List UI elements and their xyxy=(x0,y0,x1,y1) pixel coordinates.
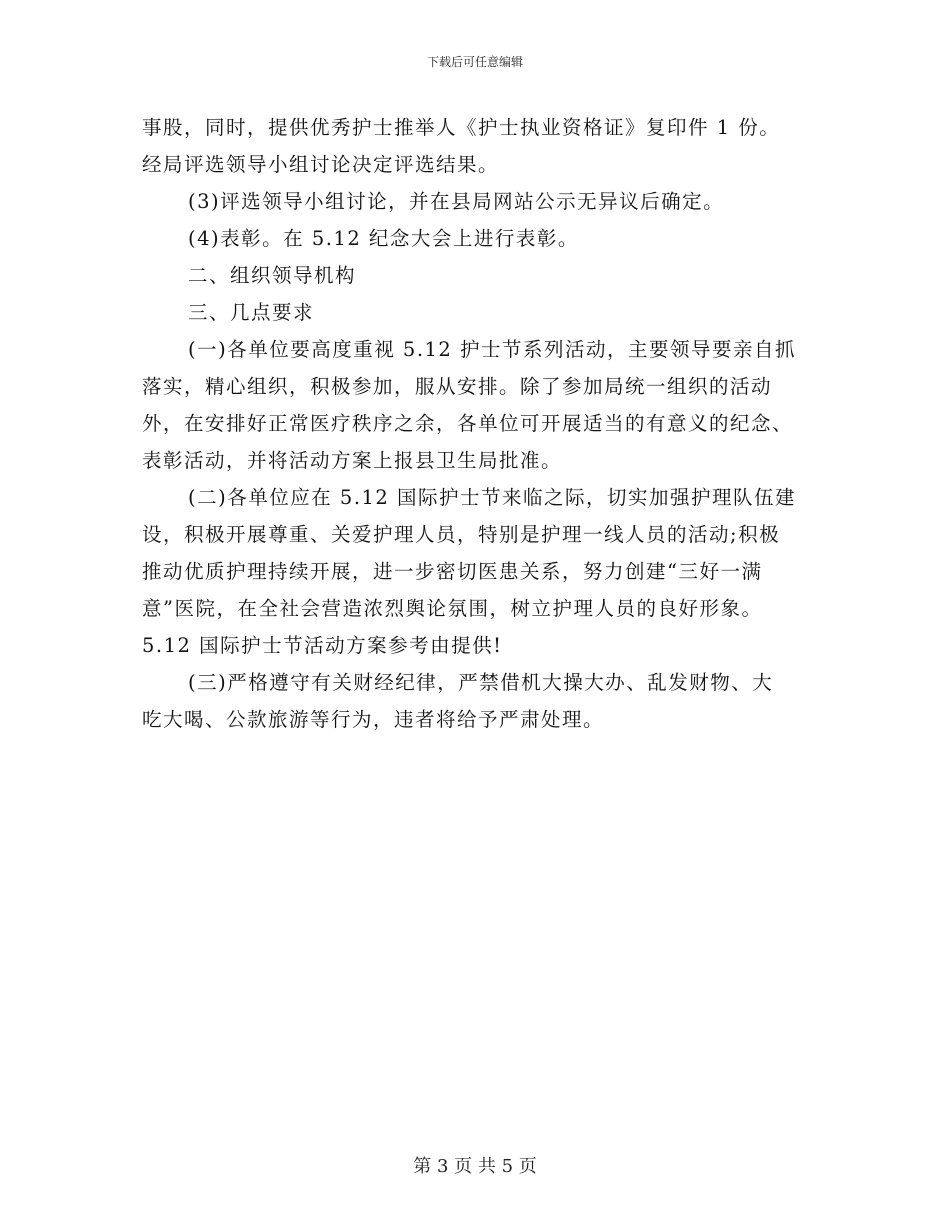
page-footer: 第 3 页 共 5 页 xyxy=(413,1156,537,1177)
body-line: 设，积极开展尊重、关爱护理人员，特别是护理一线人员的活动;积极 xyxy=(142,523,781,546)
section-heading: 二、组织领导机构 xyxy=(188,264,357,287)
body-line: 意”医院，在全社会营造浓烈舆论氛围，树立护理人员的良好形象。 xyxy=(142,597,763,620)
body-line: 表彰活动，并将活动方案上报县卫生局批准。 xyxy=(142,449,563,472)
body-line: 推动优质护理持续开展，进一步密切医患关系，努力创建“三好一满 xyxy=(142,560,763,583)
body-line: 经局评选领导小组讨论决定评选结果。 xyxy=(142,153,500,176)
page-header: 下载后可任意编辑 xyxy=(426,55,523,69)
body-line: 外，在安排好正常医疗秩序之余，各单位可开展适当的有意义的纪念、 xyxy=(142,412,794,435)
body-line: 落实，精心组织，积极参加，服从安排。除了参加局统一组织的活动 xyxy=(142,375,773,398)
body-line: 事股，同时，提供优秀护士推举人《护士执业资格证》复印件 1 份。 xyxy=(142,116,781,139)
body-line: (3)评选领导小组讨论，并在县局网站公示无异议后确定。 xyxy=(188,190,725,213)
body-line: 吃大喝、公款旅游等行为，违者将给予严肃处理。 xyxy=(142,708,605,731)
document-body xyxy=(142,109,812,738)
body-line: 5.12 国际护士节活动方案参考由提供! xyxy=(142,634,503,657)
body-line: (三)严格遵守有关财经纪律，严禁借机大操大办、乱发财物、大 xyxy=(188,671,774,694)
body-line: (一)各单位要高度重视 5.12 护士节系列活动，主要领导要亲自抓 xyxy=(188,338,797,361)
body-line: (二)各单位应在 5.12 国际护士节来临之际，切实加强护理队伍建 xyxy=(188,486,797,509)
section-heading: 三、几点要求 xyxy=(188,301,315,324)
body-line: (4)表彰。在 5.12 纪念大会上进行表彰。 xyxy=(188,227,579,250)
